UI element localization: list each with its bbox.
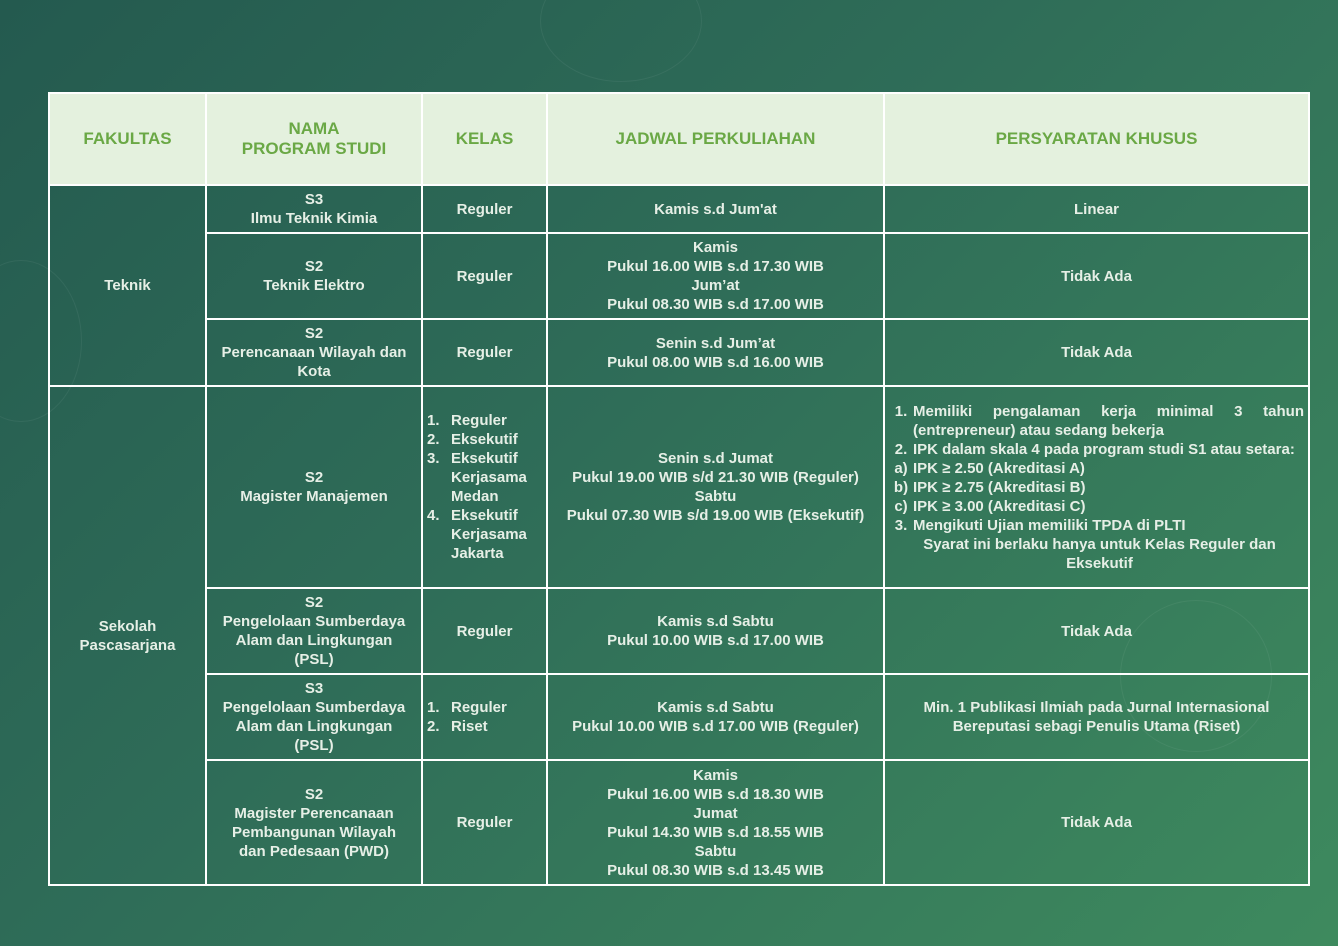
faculty-sekolah-pascasarjana <box>49 386 206 885</box>
kelas-cell <box>422 386 547 588</box>
jadwal-line: Senin s.d Jum’at <box>655 334 776 352</box>
jadwal-line: Pukul 07.30 WIB s/d 19.00 WIB (Eksekutif) <box>566 507 865 524</box>
jadwal-cell <box>547 674 884 760</box>
program-level: S3 <box>304 191 324 208</box>
jadwal-line: Sabtu <box>694 842 737 860</box>
jadwal-line: Kamis s.d Jum'at <box>654 200 777 218</box>
program-name: Magister Perencanaan <box>234 804 394 822</box>
jadwal-line: Senin s.d Jumat <box>657 450 774 467</box>
requirement-item: c) IPK ≥ 3.00 (Akreditasi C) <box>894 497 1086 515</box>
list-item: 1. Reguler <box>427 412 507 429</box>
jadwal-line: Pukul 16.00 WIB s.d 18.30 WIB <box>607 785 824 803</box>
header-persyaratan: PERSYARATAN KHUSUS <box>884 93 1309 185</box>
program-name: Perencanaan Wilayah dan <box>221 344 407 361</box>
list-item: 4. Eksekutif Kerjasama Jakarta <box>427 507 527 562</box>
jadwal-line: Pukul 08.30 WIB s.d 13.45 WIB <box>607 861 824 879</box>
table-header-row <box>49 93 1309 185</box>
program-name-cell <box>206 233 422 319</box>
kelas-cell <box>422 674 547 760</box>
jadwal-line: Sabtu <box>694 488 737 505</box>
program-name: (PSL) <box>294 737 334 754</box>
program-level: S3 <box>304 680 324 697</box>
program-schedule-table <box>48 92 1310 886</box>
program-name: Teknik Elektro <box>263 277 365 294</box>
list-item: 2. Eksekutif <box>427 431 518 448</box>
program-name: Pengelolaan Sumberdaya <box>222 613 406 630</box>
program-name: Pengelolaan Sumberdaya <box>222 699 406 716</box>
jadwal-cell <box>547 319 884 386</box>
kelas-list <box>427 411 542 563</box>
jadwal-line: Pukul 16.00 WIB s.d 17.30 WIB <box>607 258 824 275</box>
table-row <box>49 760 1309 885</box>
header-nama-program-studi <box>206 93 422 185</box>
jadwal-cell <box>547 185 884 233</box>
jadwal-cell <box>547 588 884 674</box>
header-kelas: KELAS <box>422 93 547 185</box>
program-level: S2 <box>304 594 324 611</box>
header-nama-line1: NAMA <box>288 119 340 138</box>
table-row <box>49 319 1309 386</box>
persyaratan-cell <box>884 386 1309 588</box>
program-name: Pembangunan Wilayah <box>231 823 397 841</box>
list-item: 1. Reguler <box>427 699 507 716</box>
list-item: 2. Riset <box>427 718 488 735</box>
jadwal-cell <box>547 760 884 885</box>
jadwal-line: Kamis s.d Sabtu <box>657 699 774 716</box>
jadwal-line: Jum’at <box>691 277 740 294</box>
program-name: Ilmu Teknik Kimia <box>250 210 378 227</box>
requirement-line: Bereputasi sebagi Penulis Utama (Riset) <box>952 718 1241 735</box>
table-row <box>49 185 1309 233</box>
jadwal-line: Kamis s.d Sabtu <box>657 613 774 630</box>
kelas-list <box>427 698 542 736</box>
persyaratan-cell: Tidak Ada <box>884 588 1309 674</box>
program-name: Magister Manajemen <box>240 488 388 505</box>
requirement-note: Syarat ini berlaku hanya untuk Kelas Reguler dan Eksekutif <box>923 535 1276 572</box>
program-name: dan Pedesaan (PWD) <box>238 842 390 860</box>
program-level: S2 <box>304 785 324 803</box>
program-name-cell <box>206 760 422 885</box>
program-name-cell <box>206 185 422 233</box>
requirement-item: 1. Memiliki pengalaman kerja minimal 3 tahun (entrepreneur) atau sedang bekerja <box>894 402 1304 439</box>
persyaratan-cell: Tidak Ada <box>884 319 1309 386</box>
program-name-cell <box>206 588 422 674</box>
jadwal-line: Kamis <box>692 239 739 256</box>
table-row <box>49 233 1309 319</box>
jadwal-line: Pukul 08.00 WIB s.d 16.00 WIB <box>607 353 824 371</box>
persyaratan-cell: Tidak Ada <box>884 760 1309 885</box>
kelas-cell: Reguler <box>422 588 547 674</box>
list-item: 3. Eksekutif Kerjasama Medan <box>427 450 527 505</box>
header-fakultas: FAKULTAS <box>49 93 206 185</box>
table-row <box>49 674 1309 760</box>
kelas-cell: Reguler <box>422 319 547 386</box>
program-name-cell <box>206 319 422 386</box>
faculty-name-line1: Sekolah <box>98 617 157 635</box>
table-row <box>49 386 1309 588</box>
program-level: S2 <box>304 258 324 275</box>
background-ornament <box>540 0 702 82</box>
persyaratan-cell: Tidak Ada <box>884 233 1309 319</box>
jadwal-line: Pukul 08.30 WIB s.d 17.00 WIB <box>607 296 824 313</box>
requirement-item: 2. IPK dalam skala 4 pada program studi S1 atau setara: <box>894 440 1295 458</box>
program-name: Alam dan Lingkungan <box>235 632 393 649</box>
persyaratan-cell <box>884 674 1309 760</box>
requirement-line: Min. 1 Publikasi Ilmiah pada Jurnal Internasional <box>923 699 1270 716</box>
faculty-teknik: Teknik <box>49 185 206 386</box>
program-name: Kota <box>297 363 331 380</box>
program-name-cell <box>206 386 422 588</box>
jadwal-line: Pukul 10.00 WIB s.d 17.00 WIB <box>607 632 824 649</box>
requirement-item: a) IPK ≥ 2.50 (Akreditasi A) <box>894 459 1085 477</box>
requirement-item: 3. Mengikuti Ujian memiliki TPDA di PLTI <box>894 516 1186 534</box>
program-level: S2 <box>304 325 324 342</box>
jadwal-line: Kamis <box>692 766 739 784</box>
kelas-cell: Reguler <box>422 760 547 885</box>
faculty-name-line2: Pascasarjana <box>79 636 176 654</box>
jadwal-line: Jumat <box>693 804 738 822</box>
program-level: S2 <box>304 469 324 486</box>
persyaratan-cell: Linear <box>884 185 1309 233</box>
header-nama-line2: PROGRAM STUDI <box>241 139 387 158</box>
table-row <box>49 588 1309 674</box>
jadwal-line: Pukul 10.00 WIB s.d 17.00 WIB (Reguler) <box>572 718 859 735</box>
program-name: Alam dan Lingkungan <box>235 718 393 735</box>
jadwal-line: Pukul 14.30 WIB s.d 18.55 WIB <box>607 823 824 841</box>
jadwal-cell <box>547 233 884 319</box>
program-name-cell <box>206 674 422 760</box>
requirement-item: b) IPK ≥ 2.75 (Akreditasi B) <box>893 478 1086 496</box>
jadwal-cell <box>547 386 884 588</box>
program-name: (PSL) <box>294 651 334 668</box>
kelas-cell: Reguler <box>422 233 547 319</box>
jadwal-line: Pukul 19.00 WIB s/d 21.30 WIB (Reguler) <box>572 469 859 486</box>
header-jadwal: JADWAL PERKULIAHAN <box>547 93 884 185</box>
kelas-cell: Reguler <box>422 185 547 233</box>
